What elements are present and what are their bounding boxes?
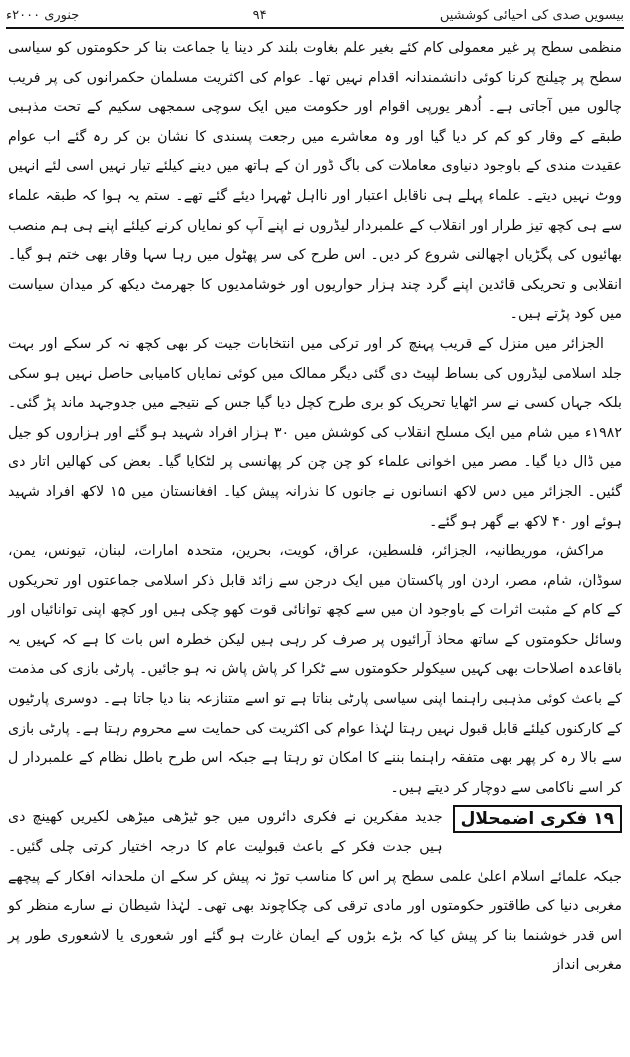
- section-text: جدید مفکرین نے فکری دائروں میں جو ٹیڑھی میڑھی لکیریں کھینچ دی ہیں جدت فکر کے باعث قبولیت عام کا درجہ اختیار کرتی چلی گئیں۔ جبکہ علمائے اسلام اعلیٰ علمی سطح پر اس کا مناسب توڑ نہ پیش کر سکے ان ملحدانہ افکار کے پیچھے مغربی دنیا کی طاقتور حکومتوں اور مادی ترقی کی چکاچوند بھی تھی۔ لہٰذا شیطان نے سارے منظر کو اس قدر خوشنما بنا کر پیش کیا کہ بڑے بڑوں کے ایمان غارت ہو گئے اور شعوری یا لاشعوری طور پر مغربی انداز: [8, 809, 622, 974]
- running-title: بیسویں صدی کی احیائی کوششیں: [439, 7, 624, 23]
- paragraph: مراکش، موریطانیہ، الجزائر، فلسطین، عراق، کویت، بحرین، متحدہ امارات، لبنان، تیونس، یمن، سوڈان، شام، مصر، اردن اور پاکستان میں ایک درجن سے زائد قابل ذکر اسلامی جماعتوں اور تحریکوں کے کام کے مثبت اثرات کے باوجود ان میں سے کچھ توانائی قوت کھو چکی ہیں اور کچھ اپنی توانائیاں اور وسائل حکومتوں کے ساتھ محاذ آرائیوں پر صرف کر رہی ہیں لیکن خطرہ اس بات کا ہے کہ کہیں یہ باقاعدہ اصلاحات بھی کہیں سیکولر حکومتوں سے ٹکرا کر پاش پاش نہ ہو جائیں۔ پارٹی بازی کی مذمت کے باعث کوئی مذہبی راہنما اپنی سیاسی پارٹی بناتا ہے تو اسے متنازعہ بنا دیا جاتا ہے۔ دوسری پارٹیوں کے کارکنوں کیلئے قابل قبول نہیں رہتا لہٰذا عوام کی اکثریت کی حمایت سے محروم رہتا ہے۔ پارٹی بازی سے بالا رہ کر پھر بھی متفقہ راہنما بننے کا امکان تو رہتا ہے جبکہ اس طرح باطل نظام کے علمبردار ل کر اسے ناکامی سے دوچار کر دیتے ہیں۔: [8, 543, 622, 796]
- page-header: [6, 4, 624, 26]
- header-divider: [6, 27, 624, 29]
- section-heading: ۱۹ فکری اضمحلال: [453, 805, 622, 833]
- paragraph: الجزائر میں منزل کے قریب پہنچ کر اور ترکی میں انتخابات جیت کر بھی کچھ نہ کر سکے اور بہت جلد اسلامی لیڈروں کی بساط لپیٹ دی گئی دیگر ممالک میں کوئی نمایاں کامیابی حاصل نہیں ہو سکی بلکہ جہاں کسی نے سر اٹھایا تحریک کو بری طرح کچل دیا گیا جس کے نتیجے میں جدوجہد ماند پڑ گئی۔ ۱۹۸۲ء میں شام میں ایک مسلح انقلاب کی کوشش میں ۳۰ ہزار افراد شہید ہو گئے اور ہزاروں کو جیل میں ڈال دیا گیا۔ مصر میں اخوانی علماء کو چن چن کر پھانسی پر لٹکایا گیا۔ بعض کی کھالیں اتار دی گئیں۔ الجزائر میں دس لاکھ انسانوں نے جانوں کا نذرانہ پیش کیا۔ افغانستان میں ۱۵ لاکھ افراد شہید ہوئے اور ۴۰ لاکھ بے گھر ہو گئے۔: [8, 335, 622, 530]
- issue-date: جنوری ۲۰۰۰ء: [6, 7, 80, 23]
- section-paragraph: [8, 803, 622, 981]
- article-body: [8, 34, 622, 981]
- paragraph: منظمی سطح پر غیر معمولی کام کئے بغیر علم بغاوت بلند کر دینا یا جماعت بنا کر حکومتوں کو سیاسی سطح پر چیلنج کرنا کوئی دانشمندانہ اقدام نہیں تھا۔ عوام کی اکثریت مسلمان حکمرانوں کی پر فریب چالوں میں آجاتی ہے۔ اُدھر یورپی اقوام اور حکومت میں ایک سوچی سمجھی سکیم کے تحت مذہبی طبقے کے وقار کو کم کر دیا گیا اور وہ معاشرے میں رجعت پسندی کا نشان بن کر رہ گئے اب عوام عقیدت مندی کے باوجود دنیاوی معاملات کی باگ ڈور ان کے ہاتھ میں دینے کیلئے تیار نہیں اسی لئے انہیں ووٹ نہیں دیتے۔ علماء پہلے ہی ناقابل اعتبار اور نااہل ٹھہرا دیئے گئے تھے۔ ستم یہ ہوا کہ طبقہ علماء سے ہی کچھ تیز طرار اور انقلاب کے علمبردار لیڈروں نے اپنے آپ کو نمایاں کرنے کیلئے اپنے ہی ہم منصب بھائیوں کی پگڑیاں اچھالنی شروع کر دیں۔ اس طرح کی سر پھٹول میں رہا سہا وقار بھی ختم ہو گیا۔ انقلابی و تحریکی قائدین اپنے گرد چند ہزار حواریوں اور خوشامدیوں کا جھرمٹ دیکھ کر میدان سیاست میں کود پڑتے ہیں۔: [8, 40, 622, 323]
- page-number: ۹۴: [252, 7, 267, 23]
